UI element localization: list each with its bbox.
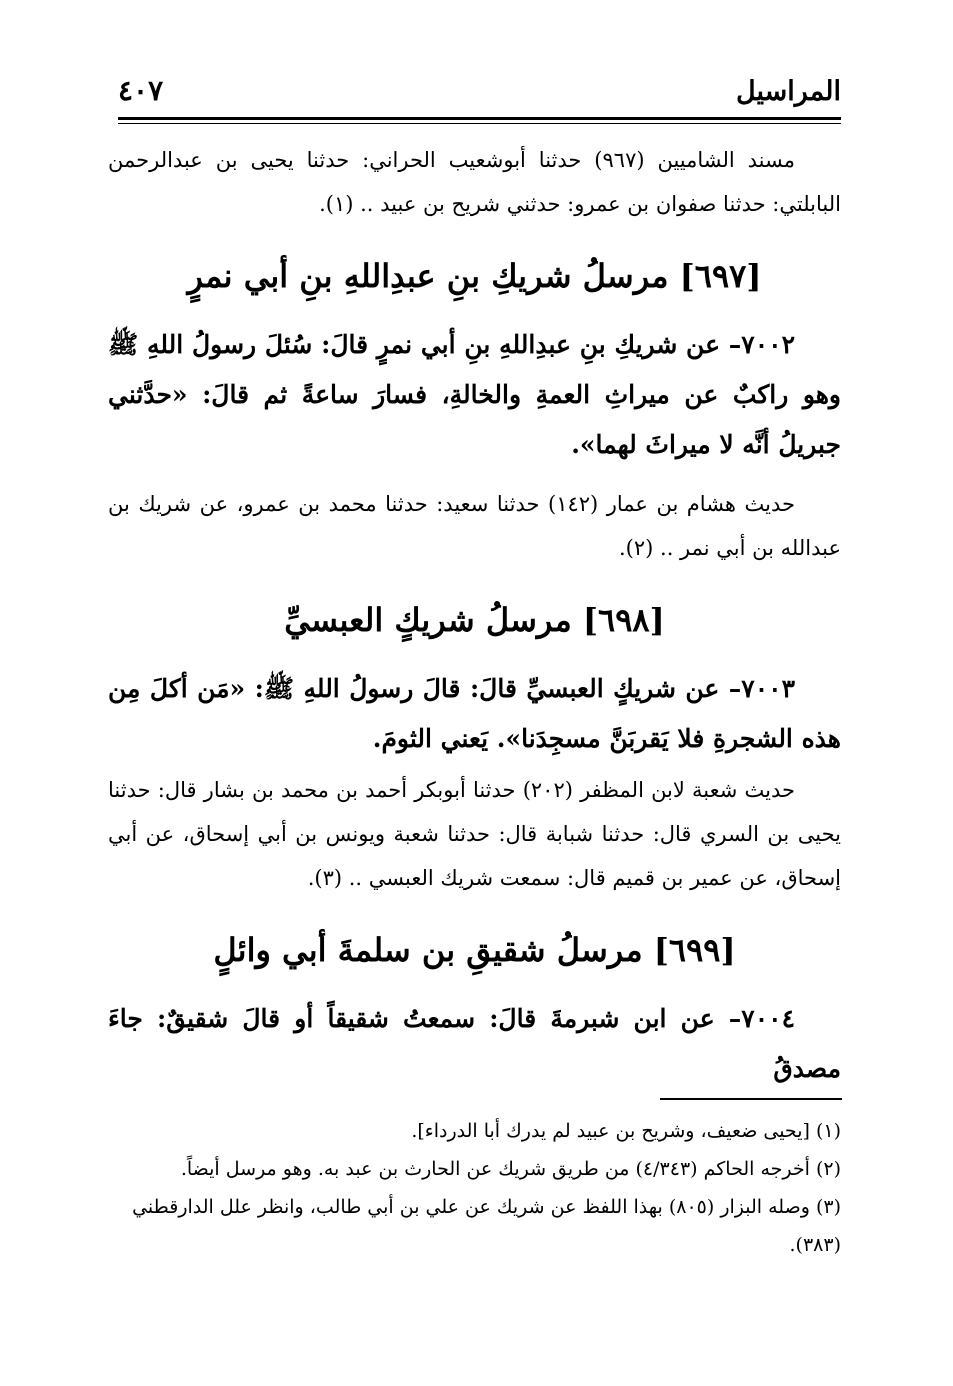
hadith-7003: ٧٠٠٣– عن شريكٍ العبسيِّ قالَ: قالَ رسولُ اللهِ ﷺ: «مَن أكلَ مِن هذه الشجرةِ فلا يَقربَنَّ مسجِدَنا». يَعني الثومَ. <box>108 674 841 753</box>
source-paragraph-7003: حديث شعبة لابن المظفر (٢٠٢) حدثنا أبوبكر أحمد بن محمد بن بشار قال: حدثنا يحيى بن السري قال: حدثنا شبابة قال: حدثنا شعبة ويونس بن أبي إسحاق، عن أبي إسحاق، عن عمير بن قميم قال: سمعت شريك العبسي .. (٣). <box>108 778 841 890</box>
footnote-1: (١) [يحيى ضعيف، وشريح بن عبيد لم يدرك أبا الدرداء]. <box>411 1120 841 1142</box>
footnote-2: (٢) أخرجه الحاكم (٤/٣٤٣) من طريق شريك عن الحارث بن عبد به. وهو مرسل أيضاً. <box>180 1158 841 1180</box>
main-text <box>108 138 841 1094</box>
running-title: المراسيل <box>736 76 841 107</box>
footnote-3: (٣) وصله البزار (٨٠٥) بهذا اللفظ عن شريك عن علي بن أبي طالب، وانظر علل الدارقطني (٣٨٣). <box>132 1196 841 1256</box>
hadith-7002: ٧٠٠٢– عن شريكِ بنِ عبدِاللهِ بنِ أبي نمرٍ قالَ: سُئلَ رسولُ اللهِ ﷺ وهو راكبٌ عن ميراثِ العمةِ والخالةِ، فسارَ ساعةً ثم قالَ: «حدَّثني جبريلُ أنَّه لا ميراثَ لهما». <box>108 330 841 459</box>
source-paragraph-7002: حديث هشام بن عمار (١٤٢) حدثنا سعيد: حدثنا محمد بن عمرو، عن شريك بن عبدالله بن أبي نمر .. (٢). <box>108 492 841 560</box>
header-rule-thin <box>118 123 841 124</box>
header-rule-thick <box>118 117 841 120</box>
footnotes <box>108 1112 841 1264</box>
section-heading-698: [٦٩٨] مرسلُ شريكٍ العبسيِّ <box>284 601 665 639</box>
footnote-separator <box>660 1098 842 1100</box>
section-heading-699: [٦٩٩] مرسلُ شقيقِ بن سلمةَ أبي وائلٍ <box>213 931 736 969</box>
page-number: ٤٠٧ <box>118 74 164 107</box>
source-paragraph: مسند الشاميين (٩٦٧) حدثنا أبوشعيب الحراني: حدثنا يحيى بن عبدالرحمن البابلتي: حدثنا صفوان بن عمرو: حدثني شريح بن عبيد .. (١). <box>108 148 841 216</box>
page-header <box>118 70 841 116</box>
hadith-7004: ٧٠٠٤– عن ابن شبرمةَ قالَ: سمعتُ شقيقاً أو قالَ شقيقٌ: جاءَ مصدقُ <box>108 1004 841 1083</box>
section-heading-697: [٦٩٧] مرسلُ شريكِ بنِ عبدِاللهِ بنِ أبي نمرٍ <box>187 257 762 295</box>
